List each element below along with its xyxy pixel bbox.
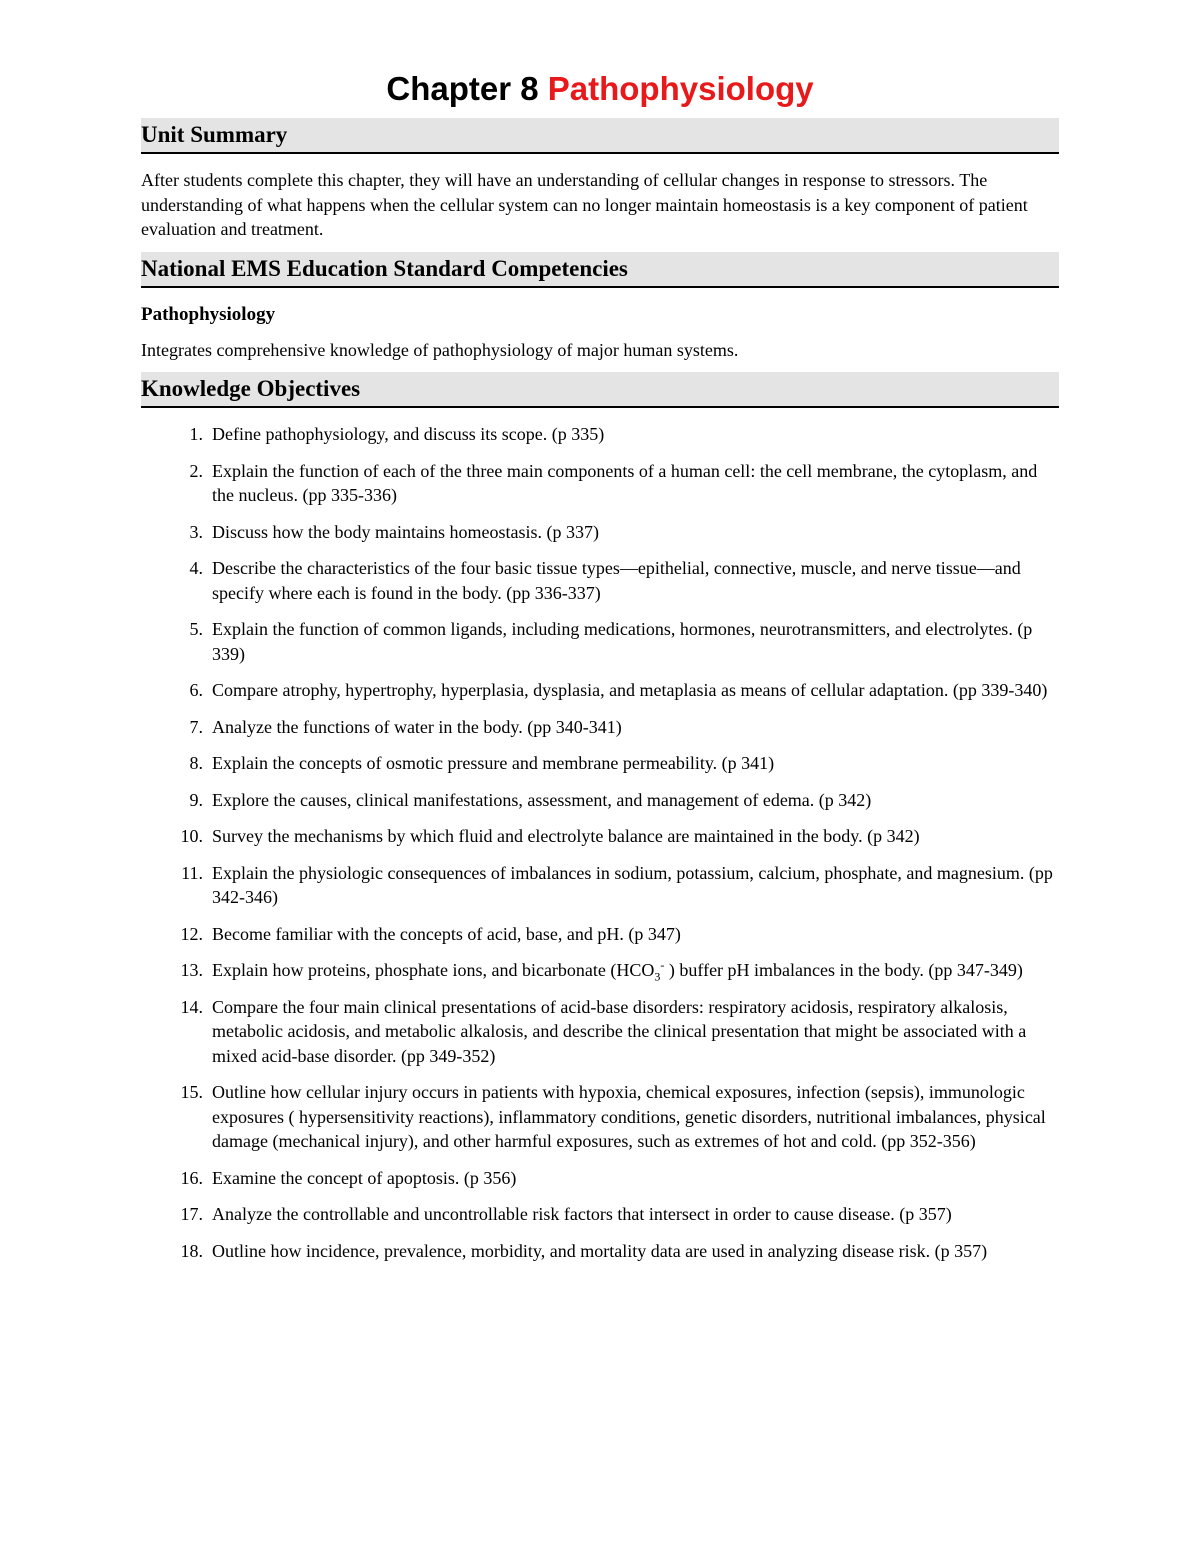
item-text: Outline how incidence, prevalence, morbidity, and mortality data are used in analyzing disease risk. (p 357) xyxy=(212,1240,988,1261)
item-number: 14. xyxy=(180,996,203,1017)
item-number: 4. xyxy=(189,558,203,578)
competencies-text: Integrates comprehensive knowledge of pathophysiology of major human systems. xyxy=(141,339,739,360)
item-text: Discuss how the body maintains homeostasis. (p 337) xyxy=(212,521,599,542)
list-item xyxy=(141,922,1059,947)
item-number: 13. xyxy=(180,960,203,980)
item-number: 17. xyxy=(180,1204,203,1224)
list-item xyxy=(141,422,1059,447)
item-number: 16. xyxy=(180,1167,203,1188)
list-item xyxy=(141,556,1059,605)
list-item xyxy=(141,751,1059,776)
item-text: Analyze the controllable and uncontrollable risk factors that intersect in order to cause disease. (p 357) xyxy=(212,1204,952,1224)
bicarbonate-subscript: 3 xyxy=(654,969,661,984)
list-item xyxy=(141,1080,1059,1154)
item-number: 5. xyxy=(189,619,203,639)
item-text: Become familiar with the concepts of acid, base, and pH. (p 347) xyxy=(212,923,681,944)
item-number: 15. xyxy=(180,1082,203,1102)
page-title xyxy=(141,66,1059,112)
item-number: 11. xyxy=(181,862,203,883)
item-number: 10. xyxy=(180,826,203,846)
item-text: Explain the physiologic consequences of imbalances in sodium, potassium, calcium, phosphate, and magnesium. (pp 342-346) xyxy=(212,862,1053,907)
list-item xyxy=(141,788,1059,813)
item-text: Outline how cellular injury occurs in patients with hypoxia, chemical exposures, infection (sepsis), immunologic exposures ( hypersensitivity reactions), inflammatory conditions, genetic disorders, nutritional imbalances, physical damage (mechanical injury), and other harmful exposures, such as extremes of hot and cold. (pp 352-356) xyxy=(212,1082,1046,1151)
unit-summary-text: After students complete this chapter, they will have an understanding of cellular changes in response to stressors. The understanding of what happens when the cellular system can no longer maintain homeostasis is a key component of patient evaluation and treatment. xyxy=(141,170,1028,239)
list-item xyxy=(141,715,1059,740)
item-text: Compare the four main clinical presentations of acid-base disorders: respiratory acidosis, respiratory alkalosis, metabolic acidosis, and metabolic alkalosis, and describe the clinical presentation that might be associated with a mixed acid-base disorder. (pp 349-352) xyxy=(212,996,1027,1066)
item-number: 3. xyxy=(189,521,203,542)
document-page xyxy=(141,66,1059,1275)
item-number: 8. xyxy=(189,753,203,773)
list-item xyxy=(141,520,1059,545)
item-text-after: ) buffer pH imbalances in the body. (pp 347-349) xyxy=(664,960,1023,980)
item-number: 1. xyxy=(189,424,203,444)
item-text: Analyze the functions of water in the body. (pp 340-341) xyxy=(212,716,622,737)
list-item xyxy=(141,617,1059,666)
item-text xyxy=(212,958,1023,984)
list-item xyxy=(141,1166,1059,1191)
item-number: 7. xyxy=(189,716,203,737)
title-prefix: Chapter 8 xyxy=(386,70,539,107)
list-item xyxy=(141,824,1059,849)
list-item xyxy=(141,995,1059,1069)
item-text: Explain the function of each of the three main components of a human cell: the cell membrane, the cytoplasm, and the nucleus. (pp 335-336) xyxy=(212,460,1038,505)
item-number: 9. xyxy=(189,789,203,810)
list-item xyxy=(141,958,1059,983)
item-text: Define pathophysiology, and discuss its scope. (p 335) xyxy=(212,424,605,444)
item-text: Explain the function of common ligands, including medications, hormones, neurotransmitters, and electrolytes. (p 339) xyxy=(212,619,1033,664)
item-text: Describe the characteristics of the four basic tissue types—epithelial, connective, muscle, and nerve tissue—and specify where each is found in the body. (pp 336-337) xyxy=(212,558,1021,603)
objectives-list xyxy=(141,422,1059,1263)
title-main: Pathophysiology xyxy=(547,70,814,107)
unit-summary-heading: Unit Summary xyxy=(141,118,1059,154)
item-number: 18. xyxy=(180,1240,203,1261)
item-text: Explain the concepts of osmotic pressure and membrane permeability. (p 341) xyxy=(212,753,775,773)
item-text: Explore the causes, clinical manifestations, assessment, and management of edema. (p 342) xyxy=(212,789,872,810)
list-item xyxy=(141,459,1059,508)
item-text: Compare atrophy, hypertrophy, hyperplasia, dysplasia, and metaplasia as means of cellular adaptation. (pp 339-340) xyxy=(212,680,1048,700)
item-text: Examine the concept of apoptosis. (p 356) xyxy=(212,1167,517,1188)
list-item xyxy=(141,1202,1059,1227)
competencies-heading: National EMS Education Standard Competencies xyxy=(141,252,1059,288)
list-item xyxy=(141,678,1059,703)
item-number: 2. xyxy=(189,460,203,481)
item-text: Survey the mechanisms by which fluid and electrolyte balance are maintained in the body. (p 342) xyxy=(212,826,920,846)
list-item xyxy=(141,861,1059,910)
item-number: 12. xyxy=(180,923,203,944)
list-item xyxy=(141,1239,1059,1264)
objectives-heading: Knowledge Objectives xyxy=(141,372,1059,408)
item-number: 6. xyxy=(189,680,203,700)
competencies-subheading: Pathophysiology xyxy=(141,303,276,325)
item-text-before: Explain how proteins, phosphate ions, and bicarbonate (HCO xyxy=(212,960,655,980)
bicarbonate-superscript: - xyxy=(660,958,665,972)
